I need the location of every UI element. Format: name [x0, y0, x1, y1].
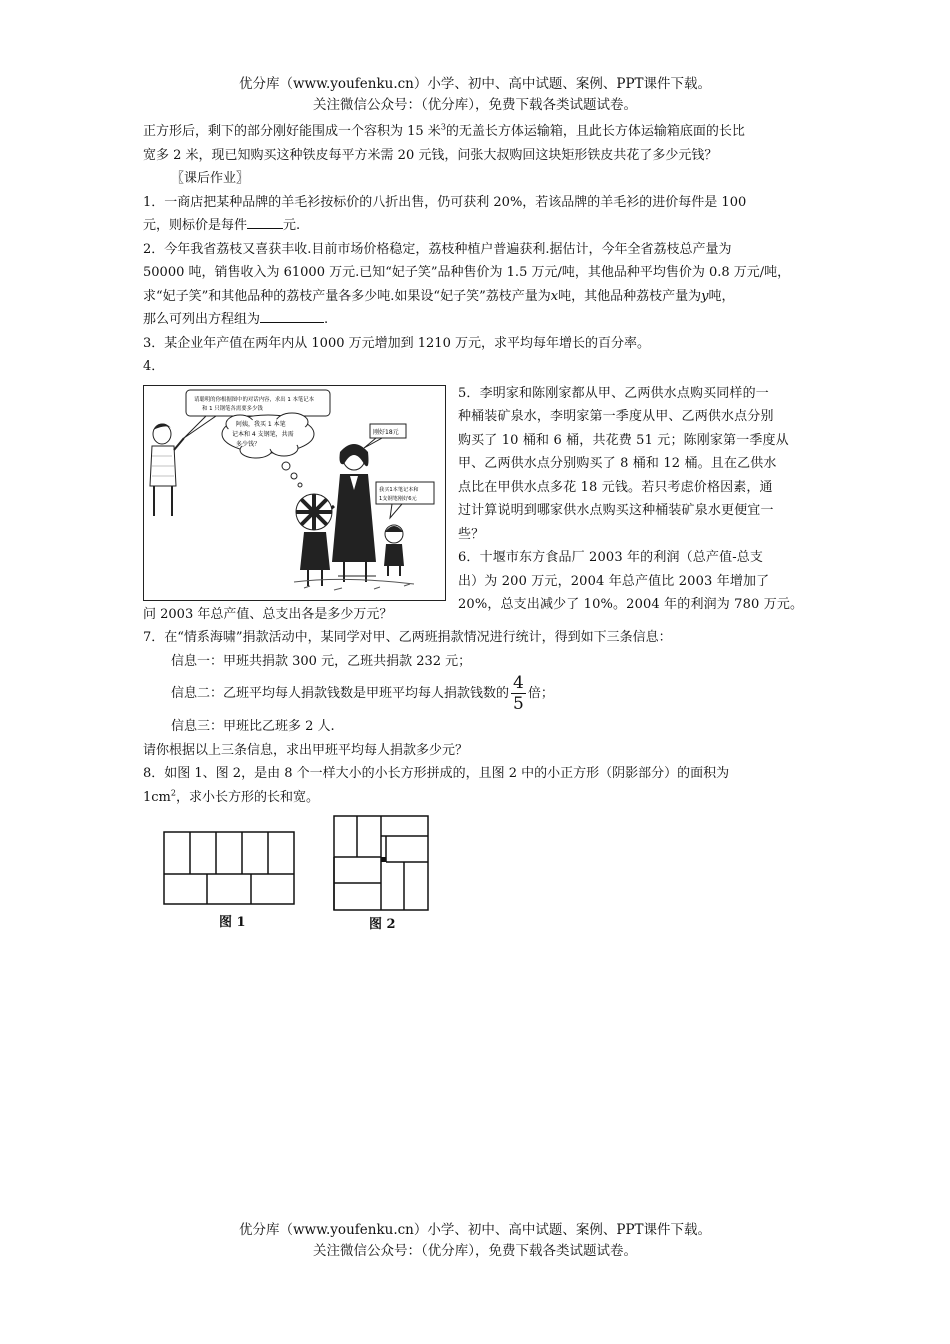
shaded-square — [381, 857, 386, 862]
speech-bubble-18 — [364, 424, 406, 448]
q2-line-1: 2．今年我省荔枝又喜获丰收.目前市场价格稳定，荔枝种植户普遍获利.据估计，今年全省荔枝总产量为 — [143, 241, 732, 257]
q2-line-3: 求“妃子笑”和其他品种的荔枝产量各多少吨.如果设“妃子笑”荔枝产量为x吨，其他品种荔枝产量为y吨， — [143, 288, 735, 304]
q4-cartoon — [143, 385, 446, 601]
figure-1-caption: 图 1 — [219, 915, 246, 930]
bubble4-line-1: 我买1本笔记本和 — [379, 486, 419, 493]
intro-line-2: 宽多 2 米，现已知购买这种铁皮每平方米需 20 元钱，问张大叔购回这块矩形铁皮共花了多少元钱？ — [143, 147, 718, 163]
document-body — [143, 120, 811, 945]
header-line-2: 关注微信公众号：（优分库），免费下载各类试题试卷。 — [313, 97, 637, 113]
footer-line-1: 优分库（www.youfenku.cn）小学、初中、高中试题、案例、PPT课件下载。 — [238, 1222, 712, 1238]
q5-line: 购买了 10 桶和 6 桶，共花费 51 元；陈刚家第一季度从 — [458, 432, 789, 448]
bubble1-line-1: 请聪明的你根据图中的对话内容，求出 1 本笔记本 — [194, 396, 315, 403]
bubble4-line-2: 1支钢笔刚好6元 — [379, 495, 417, 502]
answer-blank — [260, 308, 324, 323]
q2-line-2: 50000 吨，销售收入为 61000 万元.已知“妃子笑”品种售价为 1.5 万元/吨，其他品种平均售价为 0.8 万元/吨， — [143, 265, 791, 280]
fraction: $\frac{4}{5}$ — [513, 673, 524, 714]
q5-line: 甲、乙两供水点分别购买了 8 桶和 12 桶。且在乙供水 — [458, 456, 777, 471]
q5-line: 种桶装矿泉水，李明家第一季度从甲、乙两供水点分别 — [458, 409, 774, 424]
q1-line-2: 元，则标价是每件 元. — [143, 214, 811, 238]
q4-q5-row — [143, 382, 811, 612]
q7-info-2: 信息二：乙班平均每人捐款钱数是甲班平均每人捐款钱数的 $\frac{4}{5}$ 倍； — [171, 673, 554, 714]
thought-cloud — [222, 413, 314, 487]
ground — [294, 579, 414, 590]
bubble2-line-1: 阿姨，我买 1 本笔 — [236, 420, 286, 428]
q7-ask: 请你根据以上三条信息，求出甲班平均每人捐款多少元？ — [143, 742, 469, 758]
q8-line-2: $1cm^2$，求小长方形的长和宽。 — [143, 788, 319, 805]
q5-line: 5．李明家和陈刚家都从甲、乙两供水点购买同样的一 — [458, 385, 769, 401]
q7-info-3: 信息三：甲班比乙班多 2 人. — [171, 719, 335, 734]
figure-2-caption: 图 2 — [369, 917, 396, 932]
q1-line-1: 1．一商店把某种品牌的羊毛衫按标价的八折出售，仍可获利 20%，若该品牌的羊毛衫的进价每件是 100 — [143, 194, 747, 210]
page-footer — [0, 1220, 950, 1262]
bubble1-line-2: 和 1 只钢笔各需要多少钱 — [202, 405, 263, 412]
q7-info-1: 信息一：甲班共捐款 300 元，乙班共捐款 232 元； — [171, 653, 472, 669]
intro-line-1: 正方形后，剩下的部分刚好能围成一个容积为 15 米$^3$的无盖长方体运输箱，且此长方体运输箱底面的长比 — [143, 122, 745, 139]
q3-text: 3．某企业年产值在两年内从 1000 万元增加到 1210 万元，求平均每年增长的百分率。 — [143, 335, 650, 351]
q6-line: 20%，总支出减少了 10%。2004 年的利润为 780 万元。 — [458, 597, 804, 612]
section-title: 〖课后作业〗 — [171, 171, 250, 186]
q6-line: 出）为 200 万元，2004 年总产值比 2003 年增加了 — [458, 573, 770, 589]
bubble2-line-3: 多少钱？ — [236, 440, 261, 448]
q8-figures — [143, 815, 811, 945]
bubble2-line-2: 记本和 4 支钢笔，共需 — [232, 430, 294, 438]
small-boy-figure — [384, 525, 404, 576]
q5-q6-column — [458, 382, 811, 617]
boy-figure — [150, 423, 184, 516]
q4-label: 4． — [143, 359, 165, 374]
figure-2 — [333, 815, 429, 911]
q5-line: 过计算说明到哪家供水点购买这种桶装矿泉水更便宜一 — [458, 503, 774, 518]
q7-line-1: 7．在“情系海啸”捐款活动中，某同学对甲、乙两班捐款情况进行统计，得到如下三条信息： — [143, 630, 672, 645]
speech-bubble-6 — [376, 482, 434, 518]
page-header — [0, 74, 950, 116]
q6-line: 6．十堰市东方食品厂 2003 年的利润（总产值-总支 — [458, 550, 764, 565]
q8-line-1: 8．如图 1、图 2，是由 8 个一样大小的小长方形拼成的，且图 2 中的小正方形（阴影部分）的面积为 — [143, 766, 730, 781]
answer-blank — [247, 214, 283, 229]
q2-line-4: 那么可列出方程组为 . — [143, 308, 811, 332]
q5-line: 点比在甲供水点多花 18 元钱。若只考虑价格因素，通 — [458, 479, 773, 495]
figure-1 — [163, 831, 295, 905]
q6-last-line: 问 2003 年总产值、总支出各是多少万元？ — [143, 606, 393, 622]
footer-line-2: 关注微信公众号：（优分库），免费下载各类试题试卷。 — [313, 1243, 637, 1259]
q5-line: 些？ — [458, 526, 485, 542]
header-line-1: 优分库（www.youfenku.cn）小学、初中、高中试题、案例、PPT课件下载。 — [238, 76, 712, 92]
bubble3-text: 刚好18元 — [373, 428, 399, 436]
girl-figure — [296, 494, 332, 586]
